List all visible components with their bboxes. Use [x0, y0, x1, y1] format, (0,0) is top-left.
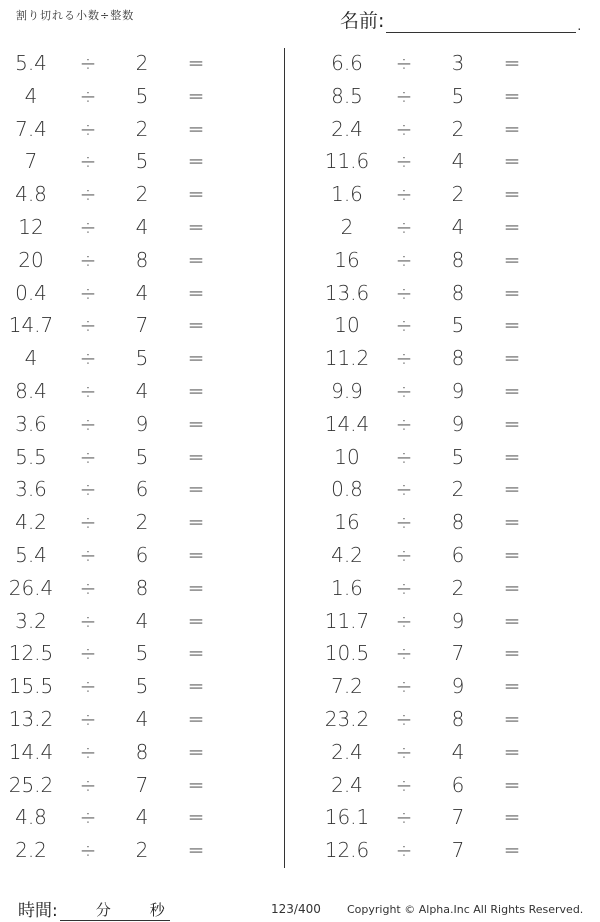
dividend: 0.8 — [331, 477, 363, 502]
problem-row — [316, 244, 576, 277]
equals-sign: = — [503, 739, 521, 764]
divisor: 9 — [451, 608, 465, 633]
problem-row — [316, 145, 576, 178]
problem-row — [0, 309, 260, 342]
divisor: 8 — [135, 575, 149, 600]
problem-row — [0, 441, 260, 474]
problem-row — [316, 572, 576, 605]
divisor: 5 — [135, 444, 149, 469]
problem-row — [0, 178, 260, 211]
dividend: 8.4 — [15, 378, 47, 403]
equals-sign: = — [503, 83, 521, 108]
divide-sign: ÷ — [79, 51, 97, 75]
problem-row — [316, 113, 576, 146]
divisor: 9 — [451, 674, 465, 699]
divisor: 4 — [135, 214, 149, 239]
worksheet-title: 割り切れる小数÷整数 — [16, 9, 135, 22]
dividend: 14.4 — [324, 411, 370, 436]
problem-row — [0, 277, 260, 310]
equals-sign: = — [503, 313, 521, 338]
equals-sign: = — [187, 641, 205, 666]
divisor: 7 — [451, 805, 465, 830]
equals-sign: = — [503, 674, 521, 699]
equals-sign: = — [503, 247, 521, 272]
divide-sign: ÷ — [395, 772, 413, 797]
seconds-label: 秒 — [149, 901, 165, 919]
dividend: 8.5 — [331, 83, 363, 108]
problem-row — [316, 375, 576, 408]
divisor: 2 — [135, 510, 149, 535]
equals-sign: = — [187, 182, 205, 207]
problem-row — [0, 473, 260, 506]
divide-sign: ÷ — [395, 378, 413, 403]
time-blank-line[interactable] — [60, 900, 170, 921]
divide-sign: ÷ — [79, 378, 97, 403]
dividend: 2.4 — [331, 116, 363, 141]
divide-sign: ÷ — [395, 641, 413, 666]
dividend: 2.4 — [331, 739, 363, 764]
dividend: 2.4 — [331, 772, 363, 797]
divide-sign: ÷ — [79, 149, 97, 174]
problem-row — [316, 473, 576, 506]
divisor: 2 — [135, 116, 149, 141]
divisor: 7 — [451, 838, 465, 863]
equals-sign: = — [187, 411, 205, 436]
divide-sign: ÷ — [79, 411, 97, 436]
page-number: 123/400 — [271, 902, 321, 916]
dividend: 10 — [334, 444, 360, 469]
dividend: 12.5 — [8, 641, 54, 666]
dividend: 6.6 — [331, 51, 363, 75]
equals-sign: = — [187, 739, 205, 764]
divide-sign: ÷ — [395, 805, 413, 830]
equals-sign: = — [187, 346, 205, 371]
divide-sign: ÷ — [395, 411, 413, 436]
dividend: 4.8 — [15, 182, 47, 207]
divide-sign: ÷ — [79, 477, 97, 502]
equals-sign: = — [187, 116, 205, 141]
dividend: 5.4 — [15, 542, 47, 567]
divisor: 4 — [451, 149, 465, 174]
divisor: 6 — [451, 542, 465, 567]
equals-sign: = — [187, 477, 205, 502]
divisor: 8 — [135, 247, 149, 272]
dividend: 2 — [340, 214, 354, 239]
equals-sign: = — [187, 805, 205, 830]
equals-sign: = — [503, 641, 521, 666]
problem-row — [316, 703, 576, 736]
problem-row — [316, 637, 576, 670]
problem-row — [316, 178, 576, 211]
dividend: 16.1 — [324, 805, 370, 830]
divide-sign: ÷ — [79, 116, 97, 141]
divide-sign: ÷ — [79, 542, 97, 567]
dividend: 9.9 — [331, 378, 363, 403]
problem-row — [0, 80, 260, 113]
dividend: 23.2 — [324, 706, 370, 731]
equals-sign: = — [187, 378, 205, 403]
divide-sign: ÷ — [395, 51, 413, 75]
divide-sign: ÷ — [79, 182, 97, 207]
divisor: 8 — [451, 280, 465, 305]
equals-sign: = — [187, 149, 205, 174]
problem-row — [316, 539, 576, 572]
dividend: 4.2 — [331, 542, 363, 567]
dividend: 10 — [334, 313, 360, 338]
equals-sign: = — [187, 838, 205, 863]
problem-row — [316, 736, 576, 769]
divisor: 4 — [451, 739, 465, 764]
equals-sign: = — [503, 51, 521, 75]
dividend: 16 — [334, 510, 360, 535]
equals-sign: = — [503, 444, 521, 469]
name-label: 名前: — [340, 10, 385, 32]
equals-sign: = — [503, 182, 521, 207]
problem-row — [316, 834, 576, 867]
equals-sign: = — [503, 149, 521, 174]
dividend: 11.6 — [324, 149, 370, 174]
dividend: 2.2 — [15, 838, 47, 863]
equals-sign: = — [187, 214, 205, 239]
dividend: 7.2 — [331, 674, 363, 699]
dividend: 14.4 — [8, 739, 54, 764]
divisor: 7 — [451, 641, 465, 666]
problem-row — [316, 211, 576, 244]
dividend: 13.6 — [324, 280, 370, 305]
equals-sign: = — [187, 280, 205, 305]
problem-row — [316, 506, 576, 539]
equals-sign: = — [187, 542, 205, 567]
problem-row — [0, 769, 260, 802]
divide-sign: ÷ — [395, 542, 413, 567]
time-field — [18, 896, 170, 921]
equals-sign: = — [187, 510, 205, 535]
dividend: 13.2 — [8, 706, 54, 731]
problem-row — [0, 145, 260, 178]
problem-row — [316, 769, 576, 802]
problem-row — [316, 441, 576, 474]
name-dot: . — [577, 19, 582, 33]
divisor: 8 — [135, 739, 149, 764]
equals-sign: = — [503, 805, 521, 830]
divisor: 5 — [451, 444, 465, 469]
problem-row — [0, 342, 260, 375]
divide-sign: ÷ — [395, 280, 413, 305]
divide-sign: ÷ — [79, 674, 97, 699]
problem-row — [316, 670, 576, 703]
divide-sign: ÷ — [79, 838, 97, 863]
problem-row — [316, 408, 576, 441]
divisor: 3 — [451, 51, 465, 75]
problem-row — [0, 670, 260, 703]
dividend: 3.6 — [15, 477, 47, 502]
left-problem-column — [0, 47, 260, 867]
divisor: 2 — [451, 116, 465, 141]
dividend: 5.5 — [15, 444, 47, 469]
divide-sign: ÷ — [395, 674, 413, 699]
divide-sign: ÷ — [79, 444, 97, 469]
dividend: 11.2 — [324, 346, 370, 371]
divisor: 8 — [451, 247, 465, 272]
equals-sign: = — [503, 542, 521, 567]
dividend: 3.2 — [15, 608, 47, 633]
divisor: 2 — [135, 838, 149, 863]
divide-sign: ÷ — [395, 739, 413, 764]
problem-row — [316, 801, 576, 834]
problem-row — [0, 113, 260, 146]
name-blank-line[interactable] — [386, 12, 576, 33]
divide-sign: ÷ — [395, 83, 413, 108]
dividend: 12.6 — [324, 838, 370, 863]
time-label: 時間: — [18, 901, 58, 921]
problem-row — [0, 47, 260, 80]
equals-sign: = — [187, 313, 205, 338]
divide-sign: ÷ — [79, 313, 97, 338]
divide-sign: ÷ — [79, 575, 97, 600]
divide-sign: ÷ — [79, 346, 97, 371]
divisor: 2 — [135, 51, 149, 75]
equals-sign: = — [503, 378, 521, 403]
dividend: 15.5 — [8, 674, 54, 699]
equals-sign: = — [503, 280, 521, 305]
divisor: 7 — [135, 772, 149, 797]
dividend: 11.7 — [324, 608, 370, 633]
divide-sign: ÷ — [79, 247, 97, 272]
divisor: 5 — [135, 83, 149, 108]
divide-sign: ÷ — [395, 346, 413, 371]
divisor: 8 — [451, 510, 465, 535]
problem-row — [0, 605, 260, 638]
dividend: 20 — [18, 247, 44, 272]
divisor: 8 — [451, 706, 465, 731]
minutes-label: 分 — [95, 901, 111, 919]
copyright-notice: Copyright © Alpha.Inc All Rights Reserved. — [347, 903, 584, 916]
problem-row — [316, 277, 576, 310]
divide-sign: ÷ — [79, 608, 97, 633]
problem-row — [0, 834, 260, 867]
equals-sign: = — [187, 51, 205, 75]
problem-row — [0, 375, 260, 408]
equals-sign: = — [503, 346, 521, 371]
dividend: 1.6 — [331, 182, 363, 207]
divisor: 9 — [135, 411, 149, 436]
dividend: 4 — [24, 346, 38, 371]
divide-sign: ÷ — [79, 706, 97, 731]
divisor: 4 — [135, 280, 149, 305]
divide-sign: ÷ — [395, 313, 413, 338]
dividend: 3.6 — [15, 411, 47, 436]
equals-sign: = — [503, 510, 521, 535]
dividend: 5.4 — [15, 51, 47, 75]
problem-row — [0, 539, 260, 572]
dividend: 7 — [24, 149, 38, 174]
dividend: 4 — [24, 83, 38, 108]
divisor: 8 — [451, 346, 465, 371]
divisor: 5 — [451, 313, 465, 338]
divide-sign: ÷ — [395, 149, 413, 174]
problem-row — [0, 801, 260, 834]
equals-sign: = — [187, 444, 205, 469]
divisor: 5 — [451, 83, 465, 108]
dividend: 7.4 — [15, 116, 47, 141]
equals-sign: = — [503, 772, 521, 797]
divide-sign: ÷ — [395, 838, 413, 863]
divide-sign: ÷ — [79, 805, 97, 830]
divisor: 4 — [135, 608, 149, 633]
dividend: 10.5 — [324, 641, 370, 666]
divide-sign: ÷ — [395, 214, 413, 239]
column-divider — [284, 48, 285, 868]
divide-sign: ÷ — [79, 83, 97, 108]
divisor: 9 — [451, 378, 465, 403]
dividend: 12 — [18, 214, 44, 239]
divide-sign: ÷ — [395, 706, 413, 731]
divisor: 7 — [135, 313, 149, 338]
equals-sign: = — [503, 116, 521, 141]
equals-sign: = — [503, 214, 521, 239]
divide-sign: ÷ — [395, 477, 413, 502]
problem-row — [316, 309, 576, 342]
right-problem-column — [316, 47, 576, 867]
equals-sign: = — [503, 706, 521, 731]
dividend: 0.4 — [15, 280, 47, 305]
problem-row — [0, 408, 260, 441]
divide-sign: ÷ — [79, 739, 97, 764]
problem-row — [0, 637, 260, 670]
dividend: 4.2 — [15, 510, 47, 535]
dividend: 14.7 — [8, 313, 54, 338]
equals-sign: = — [187, 706, 205, 731]
divide-sign: ÷ — [395, 116, 413, 141]
divide-sign: ÷ — [395, 182, 413, 207]
equals-sign: = — [503, 477, 521, 502]
divide-sign: ÷ — [395, 575, 413, 600]
equals-sign: = — [187, 674, 205, 699]
problem-row — [316, 47, 576, 80]
problem-row — [0, 736, 260, 769]
equals-sign: = — [503, 608, 521, 633]
problem-row — [0, 572, 260, 605]
dividend: 16 — [334, 247, 360, 272]
divide-sign: ÷ — [79, 641, 97, 666]
problem-row — [0, 506, 260, 539]
name-field — [340, 6, 581, 33]
divide-sign: ÷ — [79, 280, 97, 305]
divide-sign: ÷ — [395, 608, 413, 633]
divisor: 4 — [135, 706, 149, 731]
equals-sign: = — [187, 83, 205, 108]
divisor: 2 — [451, 182, 465, 207]
dividend: 26.4 — [8, 575, 54, 600]
divisor: 6 — [135, 477, 149, 502]
divisor: 9 — [451, 411, 465, 436]
divisor: 5 — [135, 641, 149, 666]
divisor: 4 — [135, 378, 149, 403]
divisor: 5 — [135, 346, 149, 371]
divisor: 2 — [135, 182, 149, 207]
divisor: 2 — [451, 575, 465, 600]
dividend: 25.2 — [8, 772, 54, 797]
divisor: 5 — [135, 149, 149, 174]
divide-sign: ÷ — [395, 444, 413, 469]
problem-row — [0, 211, 260, 244]
divisor: 2 — [451, 477, 465, 502]
divide-sign: ÷ — [79, 772, 97, 797]
divide-sign: ÷ — [395, 510, 413, 535]
problem-row — [316, 80, 576, 113]
divide-sign: ÷ — [395, 247, 413, 272]
problem-row — [0, 244, 260, 277]
dividend: 1.6 — [331, 575, 363, 600]
equals-sign: = — [187, 575, 205, 600]
problem-row — [0, 703, 260, 736]
equals-sign: = — [187, 247, 205, 272]
divide-sign: ÷ — [79, 214, 97, 239]
problem-row — [316, 605, 576, 638]
divisor: 4 — [451, 214, 465, 239]
divisor: 6 — [451, 772, 465, 797]
divisor: 5 — [135, 674, 149, 699]
divisor: 6 — [135, 542, 149, 567]
equals-sign: = — [187, 772, 205, 797]
divisor: 4 — [135, 805, 149, 830]
equals-sign: = — [503, 411, 521, 436]
equals-sign: = — [187, 608, 205, 633]
equals-sign: = — [503, 575, 521, 600]
equals-sign: = — [503, 838, 521, 863]
dividend: 4.8 — [15, 805, 47, 830]
divide-sign: ÷ — [79, 510, 97, 535]
problem-row — [316, 342, 576, 375]
